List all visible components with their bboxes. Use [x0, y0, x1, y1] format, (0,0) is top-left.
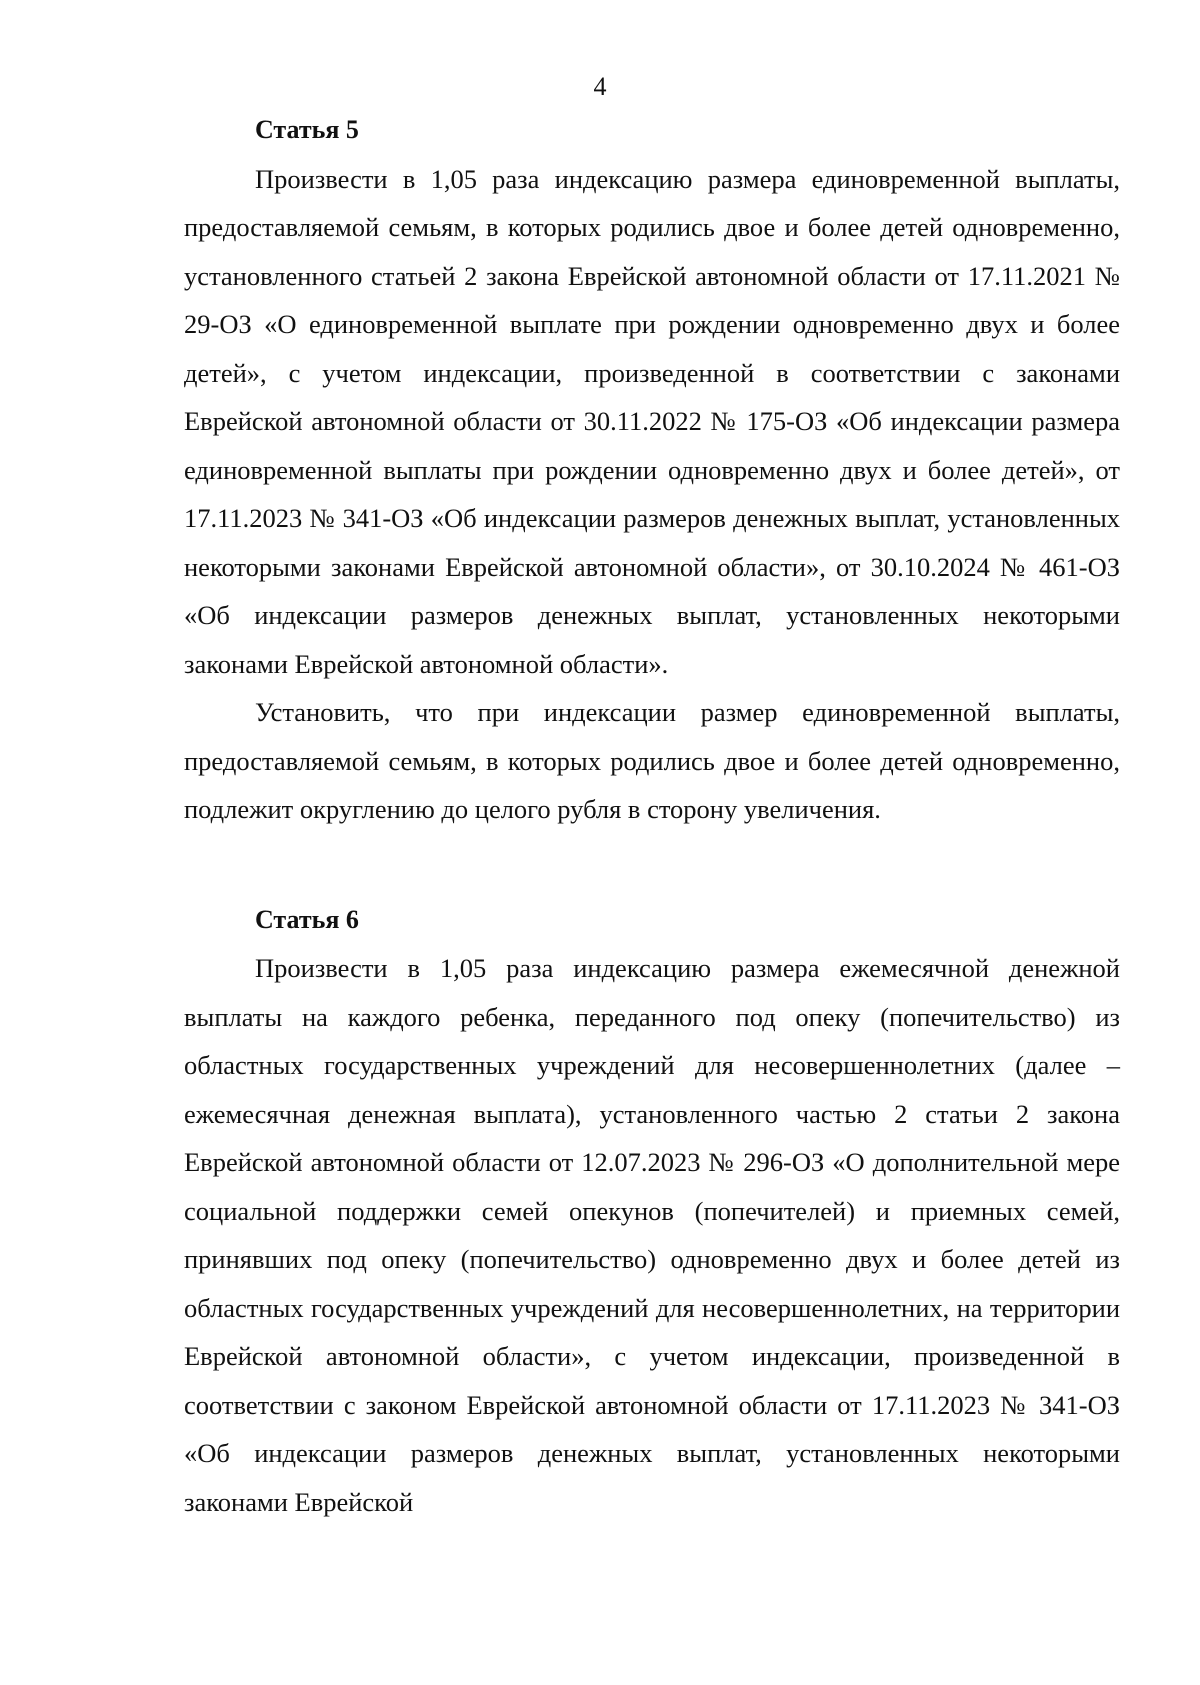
paragraph: Произвести в 1,05 раза индексацию размера ежемесячной денежной выплаты на каждого ребенка, переданного под опеку (попечительство) из областных государственных учреждений для несовершеннолетних (далее – ежемесячная денежная выплата), установленного частью 2 статьи 2 закона Еврейской автономной области от 12.07.2023 № 296-ОЗ «О дополнительной мере социальной поддержки семей опекунов (попечителей) и приемных семей, принявших под опеку (попечительство) одновременно двух и более детей из областных государственных учреждений для несовершеннолетних, на территории Еврейской автономной области», с учетом индексации, произведенной в соответствии с законом Еврейской автономной области от 17.11.2023 № 341-ОЗ «Об индексации размеров денежных выплат, установленных некоторыми законами Еврейской — [184, 953, 1120, 1517]
article-5 — [184, 106, 1120, 834]
paragraph: Установить, что при индексации размер единовременной выплаты, предоставляемой семьям, в которых родились двое и более детей одновременно, подлежит округлению до целого рубля в сторону увеличения. — [184, 697, 1120, 824]
paragraph: Произвести в 1,05 раза индексацию размера единовременной выплаты, предоставляемой семьям, в которых родились двое и более детей одновременно, установленного статьей 2 закона Еврейской автономной области от 17.11.2021 № 29-ОЗ «О единовременной выплате при рождении одновременно двух и более детей», с учетом индексации, произведенной в соответствии с законами Еврейской автономной области от 30.11.2022 № 175-ОЗ «Об индексации размера единовременной выплаты при рождении одновременно двух и более детей», от 17.11.2023 № 341-ОЗ «Об индексации размеров денежных выплат, установленных некоторыми законами Еврейской автономной области», от 30.10.2024 № 461-ОЗ «Об индексации размеров денежных выплат, установленных некоторыми законами Еврейской автономной области». — [184, 163, 1120, 679]
document-body — [184, 106, 1120, 1526]
article-6 — [184, 896, 1120, 1527]
article-heading: Статья 5 — [255, 115, 359, 144]
page-number: 4 — [593, 72, 607, 101]
article-heading: Статья 6 — [255, 904, 359, 934]
article-spacer — [184, 834, 1120, 896]
